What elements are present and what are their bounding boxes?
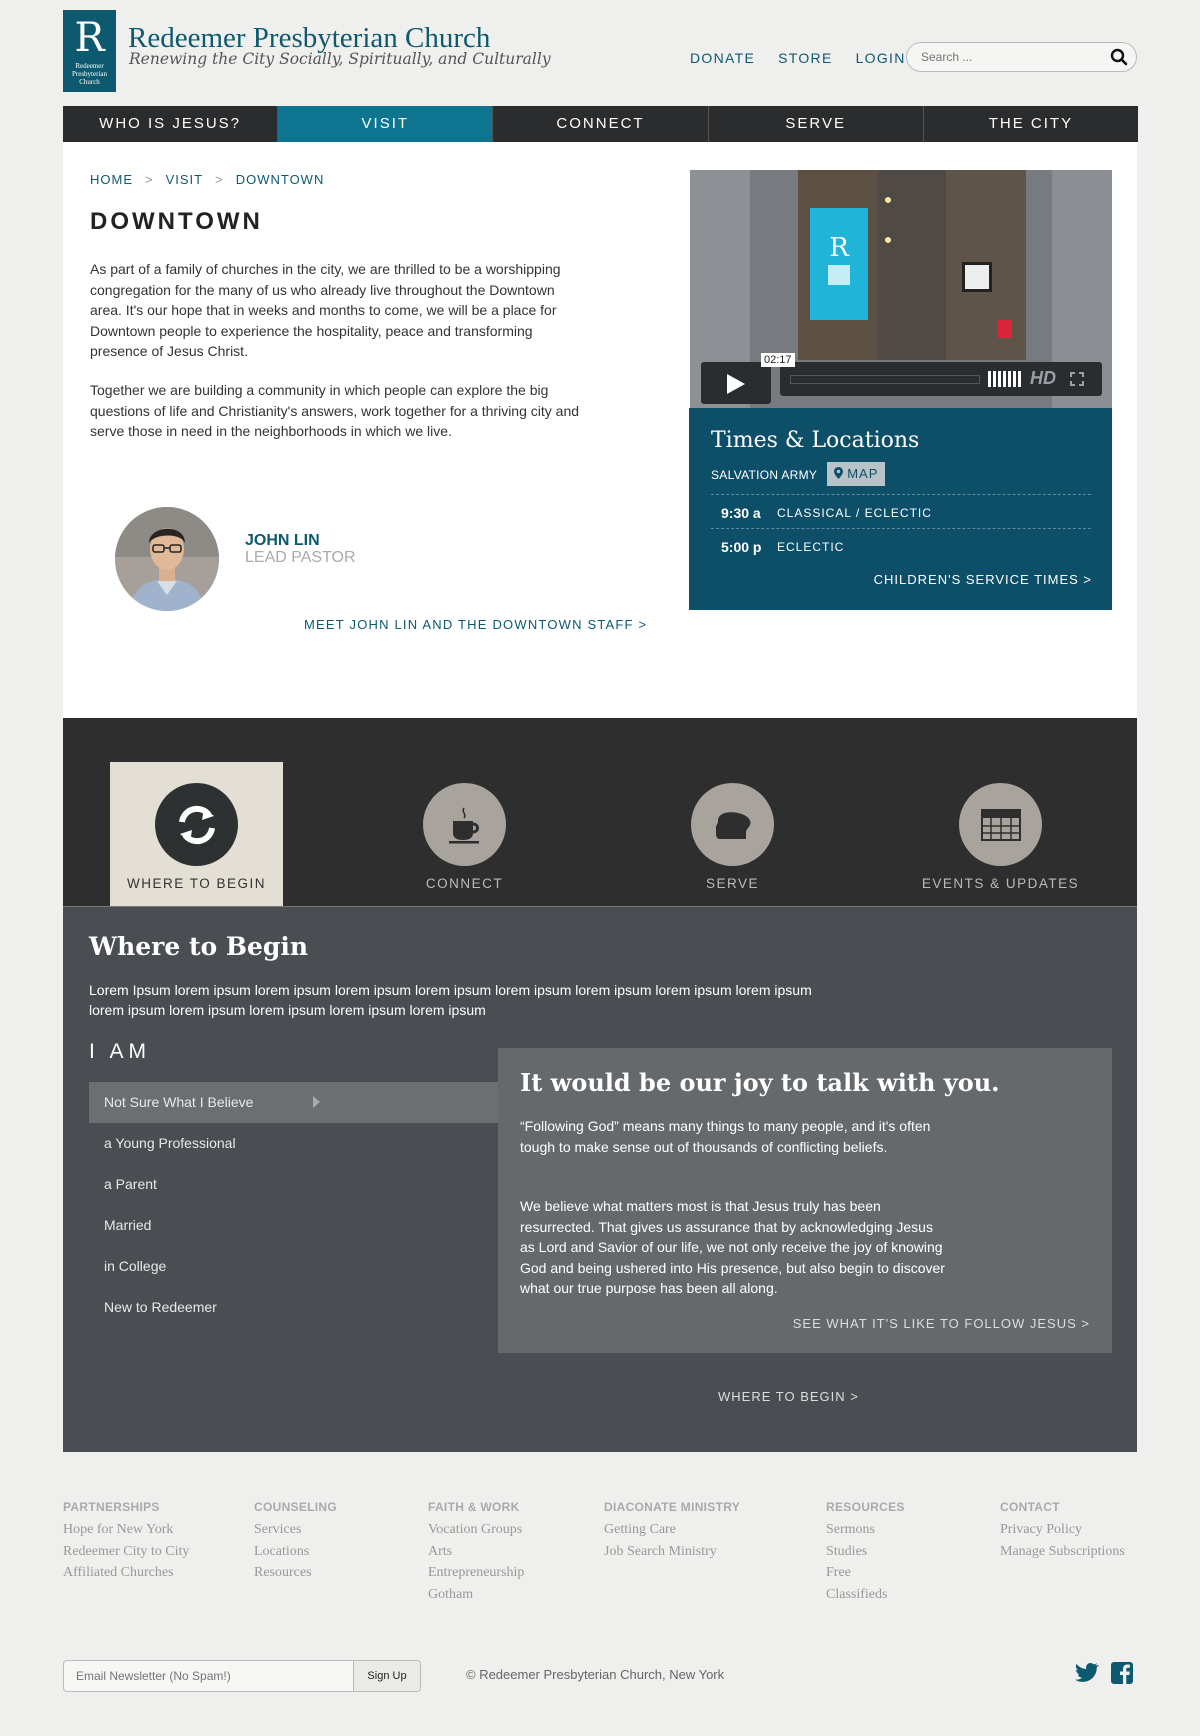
footer-link[interactable]: Services (254, 1522, 302, 1537)
meet-staff-link[interactable]: MEET JOHN LIN AND THE DOWNTOWN STAFF > (304, 617, 648, 632)
i-am-list (89, 1082, 499, 1328)
store-link[interactable]: STORE (778, 50, 833, 66)
footer-link[interactable]: Entrepreneurship (428, 1565, 525, 1580)
footer-link[interactable]: Vocation Groups (428, 1522, 523, 1537)
breadcrumb (90, 172, 324, 187)
login-link[interactable]: LOGIN (855, 50, 906, 66)
map-pin-icon (834, 467, 843, 479)
tab-icon-circle (423, 783, 506, 866)
video-timecode: 02:17 (761, 353, 795, 367)
i-am-item-label: Not Sure What I Believe (104, 1094, 254, 1110)
service-row (711, 494, 1091, 528)
footer-heading[interactable]: RESOURCES (826, 1500, 905, 1514)
nav-serve[interactable]: SERVE (709, 106, 924, 142)
footer-link[interactable]: Hope for New York (63, 1522, 174, 1537)
service-style: CLASSICAL / ECLECTIC (777, 506, 932, 520)
footer-link[interactable]: Free (826, 1565, 851, 1580)
i-am-item[interactable]: Married (104, 1217, 152, 1233)
service-time: 5:00 p (721, 539, 762, 555)
footer-link[interactable]: Sermons (826, 1522, 875, 1537)
footer-heading[interactable]: DIACONATE MINISTRY (604, 1500, 741, 1514)
top-links (690, 50, 906, 66)
follow-jesus-link[interactable]: SEE WHAT IT'S LIKE TO FOLLOW JESUS > (792, 1316, 1090, 1331)
progress-track[interactable] (790, 375, 980, 384)
donate-link[interactable]: DONATE (690, 50, 756, 66)
logo-text-2: Presbyterian (72, 70, 107, 78)
tab-icon-circle (959, 783, 1042, 866)
footer-link[interactable]: Locations (254, 1543, 310, 1559)
search-icon[interactable] (1110, 48, 1128, 66)
play-button[interactable] (701, 362, 771, 404)
i-am-item[interactable]: New to Redeemer (104, 1299, 217, 1315)
footer-link[interactable]: Studies (826, 1543, 868, 1559)
footer-link[interactable]: Classifieds (826, 1586, 888, 1602)
tab-label: WHERE TO BEGIN (126, 876, 267, 891)
play-icon (727, 374, 745, 394)
caret-right-icon (313, 1096, 320, 1108)
newsletter-email-input[interactable] (76, 1669, 316, 1683)
tab-icon-circle (691, 783, 774, 866)
search-input[interactable] (921, 50, 1101, 64)
footer-link[interactable]: Getting Care (604, 1522, 676, 1537)
nav-visit[interactable]: VISIT (278, 106, 493, 142)
service-row (711, 528, 1091, 562)
tab-label: EVENTS & UPDATES (921, 876, 1080, 891)
site-title[interactable]: Redeemer Presbyterian Church (128, 22, 491, 54)
volume-icon[interactable] (988, 371, 1026, 387)
footer-column (1000, 1500, 1125, 1562)
pastor-name[interactable]: JOHN LIN (245, 532, 320, 549)
where-to-begin-link[interactable]: WHERE TO BEGIN > (718, 1389, 859, 1404)
map-button[interactable] (827, 462, 885, 486)
tab-connect[interactable] (378, 762, 551, 906)
logo-letter: R (74, 15, 105, 61)
breadcrumb-home[interactable]: HOME (90, 172, 133, 187)
footer-link[interactable]: Job Search Ministry (604, 1543, 717, 1559)
copyright: © Redeemer Presbyterian Church, New York (466, 1667, 725, 1682)
times-locations-panel (689, 408, 1112, 610)
joy-panel (498, 1048, 1112, 1353)
intro-paragraph-1: As part of a family of churches in the city, we are thrilled to be a worshipping congregation for the many of us who already live throughout the Downtown area. It's our hope that in weeks and months to come, we will be a place for Downtown people to experience the hospitality, peace and transforming presence of Jesus Christ. (90, 261, 561, 359)
video-player[interactable] (690, 170, 1112, 408)
twitter-icon[interactable] (1075, 1662, 1099, 1684)
footer-column (826, 1500, 905, 1605)
footer-heading[interactable]: PARTNERSHIPS (63, 1500, 160, 1514)
footer-link[interactable]: Privacy Policy (1000, 1522, 1083, 1537)
footer-column (428, 1500, 524, 1605)
joy-paragraph-2: We believe what matters most is that Jesus truly has been resurrected. That gives us assurance that by acknowledging Jesus as Lord and Savior of our life, we not only receive the joy of knowing God and being ushered into His presence, but also begin to discover what our true purpose has been all along. (520, 1198, 945, 1296)
footer-column (254, 1500, 337, 1584)
tab-label: SERVE (705, 876, 760, 891)
newsletter-form (63, 1660, 421, 1692)
nav-the-city[interactable]: THE CITY (988, 115, 1074, 132)
i-am-item[interactable] (89, 1082, 499, 1123)
bread-icon (712, 809, 754, 841)
tab-label: CONNECT (425, 876, 504, 891)
service-time: 9:30 a (721, 505, 761, 521)
nav-who-is-jesus[interactable]: WHO IS JESUS? (63, 106, 278, 142)
joy-title: It would be our joy to talk with you. (520, 1068, 1000, 1097)
site-tagline: Renewing the City Socially, Spiritually, and Culturally (129, 50, 551, 68)
video-controls (701, 362, 1101, 396)
breadcrumb-visit[interactable]: VISIT (165, 172, 204, 187)
logo-text-1: Redeemer (75, 62, 104, 70)
footer-link[interactable]: Affiliated Churches (63, 1565, 174, 1580)
fullscreen-icon[interactable] (1070, 372, 1084, 386)
tab-events-updates[interactable] (914, 762, 1087, 906)
footer-heading[interactable]: COUNSELING (254, 1500, 338, 1514)
i-am-label: I AM (89, 1040, 152, 1063)
location-name: SALVATION ARMY (711, 468, 818, 482)
logo[interactable] (63, 10, 116, 92)
i-am-item[interactable]: in College (104, 1258, 167, 1274)
breadcrumb-separator: > (215, 172, 224, 187)
tab-serve[interactable] (646, 762, 819, 906)
coffee-cup-icon (448, 806, 482, 844)
service-style: ECLECTIC (777, 540, 845, 554)
i-am-item[interactable]: a Parent (104, 1176, 157, 1192)
nav-connect[interactable]: CONNECT (493, 106, 708, 142)
footer-column (604, 1500, 740, 1562)
footer-heading[interactable]: FAITH & WORK (428, 1500, 520, 1514)
page-title: DOWNTOWN (90, 208, 263, 235)
times-title: Times & Locations (711, 428, 920, 453)
calendar-icon (981, 809, 1021, 841)
footer-link[interactable]: Redeemer City to City (63, 1543, 190, 1559)
breadcrumb-separator: > (145, 172, 154, 187)
video-scrubber[interactable] (780, 362, 1102, 396)
i-am-item[interactable]: a Young Professional (104, 1135, 236, 1151)
main-nav (63, 106, 1138, 142)
hd-toggle[interactable]: HD (1030, 368, 1056, 388)
footer-link[interactable]: Resources (254, 1565, 312, 1580)
footer-heading[interactable]: CONTACT (1000, 1500, 1060, 1514)
footer-column (63, 1500, 189, 1584)
intro-paragraph-2: Together we are building a community in which people can explore the big questions of life and Christianity's answers, work together for a thriving city and serve those in need in the neighborhoods in which we live. (90, 382, 580, 439)
tab-where-to-begin[interactable] (110, 762, 283, 906)
logo-text-3: Church (79, 78, 100, 86)
search-box (906, 42, 1137, 72)
pastor-portrait-image (115, 507, 219, 611)
map-label: MAP (847, 466, 879, 481)
tab-icon-circle (155, 783, 238, 866)
footer-link[interactable]: Gotham (428, 1586, 474, 1602)
facebook-icon[interactable] (1110, 1662, 1134, 1684)
section-title: Where to Begin (89, 932, 309, 961)
childrens-service-link[interactable]: CHILDREN'S SERVICE TIMES > (873, 572, 1092, 587)
footer-link[interactable]: Arts (428, 1543, 453, 1559)
svg-text:R: R (829, 233, 849, 263)
pastor-avatar (115, 507, 219, 611)
refresh-icon (174, 802, 220, 848)
footer-link[interactable]: Manage Subscriptions (1000, 1543, 1125, 1559)
breadcrumb-downtown[interactable]: DOWNTOWN (235, 172, 325, 187)
section-description: Lorem Ipsum lorem ipsum lorem ipsum lorem ipsum lorem ipsum lorem ipsum lorem ipsum lorem ipsum lorem ipsum lorem ipsum lorem ipsum lorem ipsum lorem ipsum lorem ipsum (89, 982, 812, 1018)
joy-paragraph-1: “Following God” means many things to many people, and it's often tough to make sense out of thousands of conflicting beliefs. (520, 1118, 931, 1155)
pastor-role: LEAD PASTOR (245, 549, 356, 566)
signup-button[interactable]: Sign Up (353, 1661, 420, 1691)
